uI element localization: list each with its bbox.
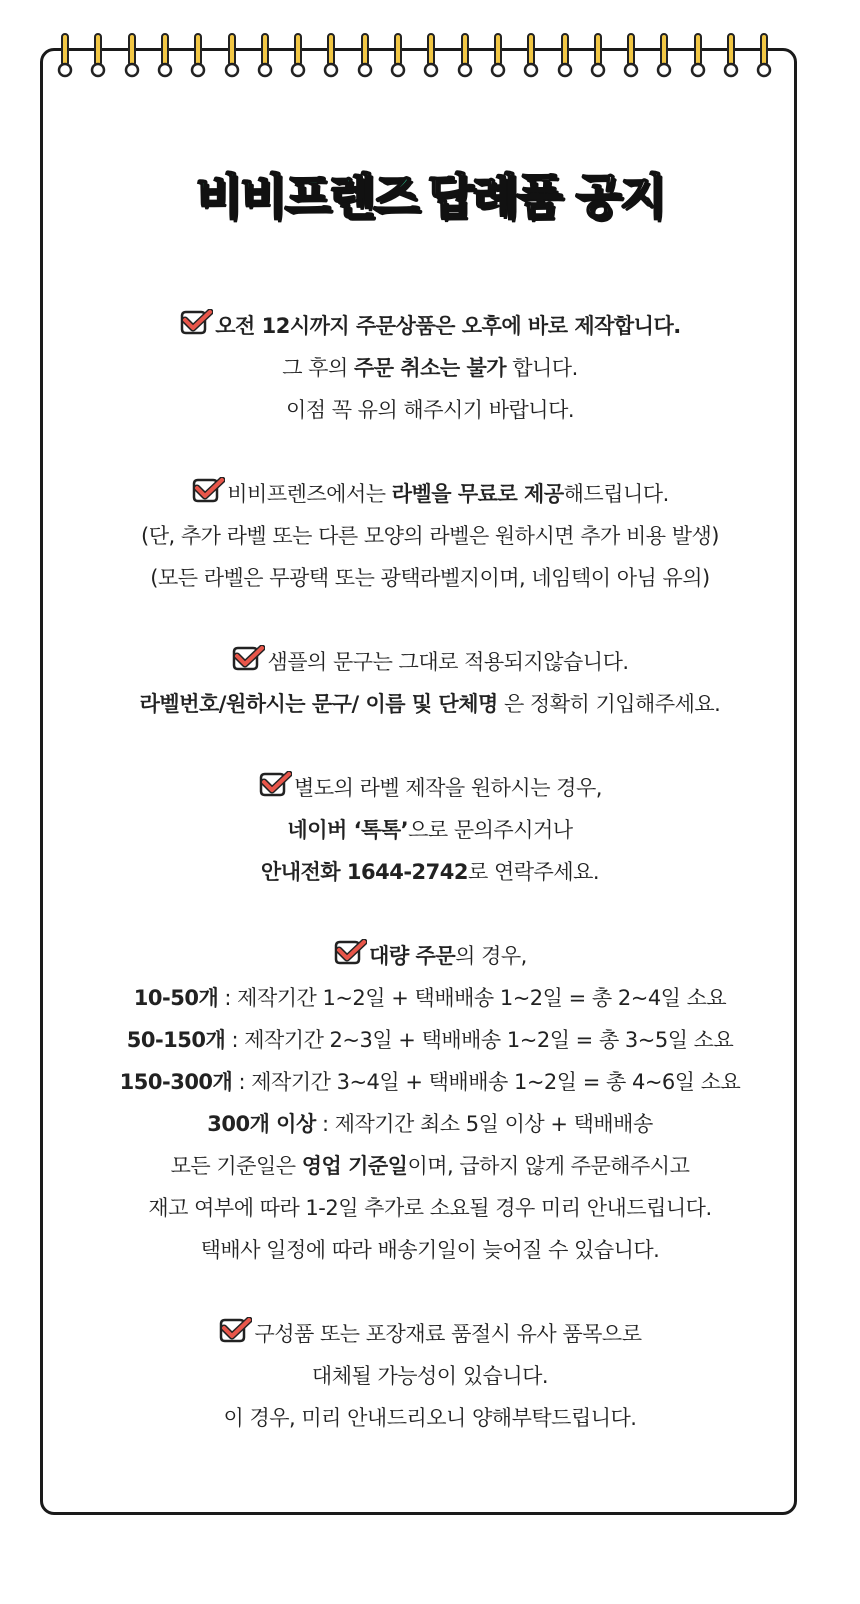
spiral-ring-icon (289, 32, 307, 80)
notice-line: 그 후의 주문 취소는 불가 합니다. (282, 356, 578, 380)
spiral-ring-icon (722, 32, 740, 80)
spiral-ring-icon (622, 32, 640, 80)
notice-line: 대체될 가능성이 있습니다. (311, 1364, 549, 1388)
notice-line: 샘플의 문구는 그대로 적용되지않습니다. (60, 641, 800, 683)
notice-line: 별도의 라벨 제작을 원하시는 경우, (60, 767, 800, 809)
spiral-ring-icon (589, 32, 607, 80)
spiral-ring-icon (655, 32, 673, 80)
spiral-ring-icon (89, 32, 107, 80)
spiral-ring-icon (156, 32, 174, 80)
spiral-binding (56, 32, 786, 80)
notice-line: 오전 12시까지 주문상품은 오후에 바로 제작합니다. (60, 305, 800, 347)
notice-line: 라벨번호/원하시는 문구/ 이름 및 단체명 은 정확히 기입해주세요. (139, 692, 721, 716)
notice-content (60, 305, 800, 1439)
spiral-ring-icon (223, 32, 241, 80)
title-brand: 비비프렌즈 (195, 169, 418, 225)
spiral-ring-icon (389, 32, 407, 80)
notice-line: 300개 이상 : 제작기간 최소 5일 이상 + 택배배송 (207, 1112, 653, 1136)
check-heart-icon (231, 645, 265, 673)
notice-line: 대량 주문의 경우, (60, 935, 800, 977)
notice-line: 택배사 일정에 따라 배송기일이 늦어질 수 있습니다. (200, 1238, 660, 1262)
notice-line: (모든 라벨은 무광택 또는 광택라벨지이며, 네임텍이 아님 유의) (150, 566, 710, 590)
spiral-ring-icon (56, 32, 74, 80)
spiral-ring-icon (556, 32, 574, 80)
check-heart-icon (179, 309, 213, 337)
notice-line: 150-300개 : 제작기간 3~4일 + 택배배송 1~2일 = 총 4~6일 소요 (119, 1070, 741, 1094)
title-notice: 답례품 공지 (427, 169, 665, 225)
check-heart-icon (333, 939, 367, 967)
check-heart-icon (218, 1317, 252, 1345)
page-title (0, 158, 860, 227)
check-heart-icon (258, 771, 292, 799)
notice-line: 모든 기준일은 영업 기준일이며, 급하지 않게 주문해주시고 (170, 1154, 690, 1178)
notice-line: 재고 여부에 따라 1-2일 추가로 소요될 경우 미리 안내드립니다. (148, 1196, 712, 1220)
spiral-ring-icon (422, 32, 440, 80)
notice-line: 50-150개 : 제작기간 2~3일 + 택배배송 1~2일 = 총 3~5일 소요 (126, 1028, 734, 1052)
spiral-ring-icon (755, 32, 773, 80)
spiral-ring-icon (489, 32, 507, 80)
notice-line: 안내전화 1644-2742로 연락주세요. (260, 860, 600, 884)
notice-line: (단, 추가 라벨 또는 다른 모양의 라벨은 원하시면 추가 비용 발생) (141, 524, 719, 548)
notice-line: 비비프렌즈에서는 라벨을 무료로 제공해드립니다. (60, 473, 800, 515)
spiral-ring-icon (189, 32, 207, 80)
spiral-ring-icon (123, 32, 141, 80)
notice-line: 네이버 ‘톡톡’으로 문의주시거나 (287, 818, 573, 842)
spiral-ring-icon (522, 32, 540, 80)
spiral-ring-icon (256, 32, 274, 80)
spiral-ring-icon (356, 32, 374, 80)
spiral-ring-icon (689, 32, 707, 80)
spiral-ring-icon (456, 32, 474, 80)
spiral-ring-icon (322, 32, 340, 80)
notice-line: 이 경우, 미리 안내드리오니 양해부탁드립니다. (223, 1406, 637, 1430)
notice-line: 구성품 또는 포장재료 품절시 유사 품목으로 (60, 1313, 800, 1355)
check-heart-icon (191, 477, 225, 505)
notice-line: 이점 꼭 유의 해주시기 바랍니다. (285, 398, 575, 422)
notice-line: 10-50개 : 제작기간 1~2일 + 택배배송 1~2일 = 총 2~4일 소요 (133, 986, 727, 1010)
